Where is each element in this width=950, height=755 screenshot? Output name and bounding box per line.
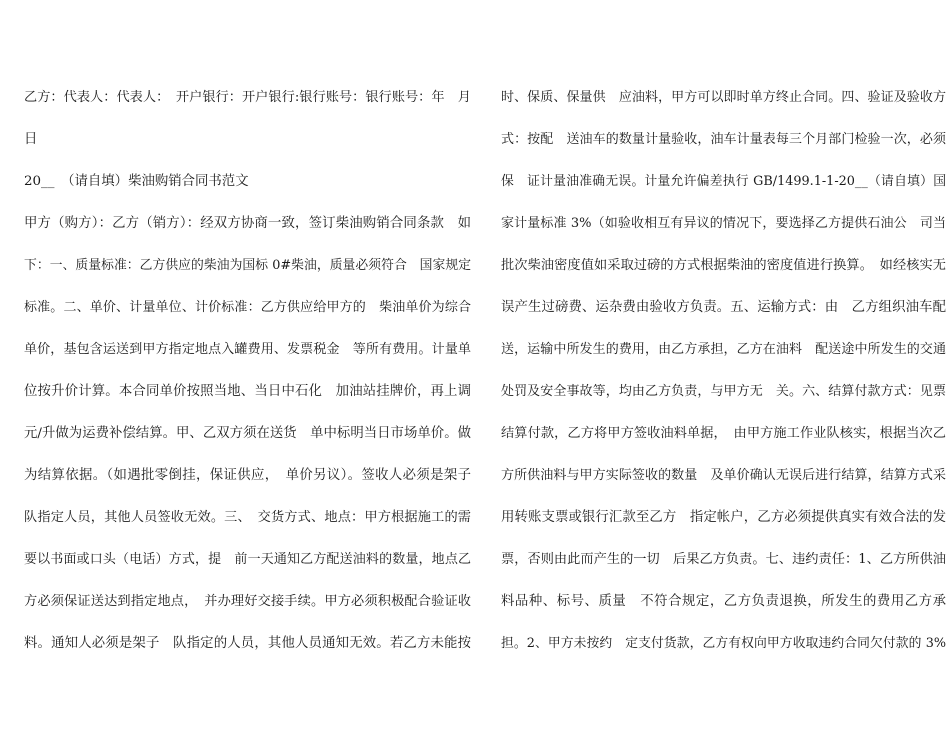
- text-line: 方必须保证送达到指定地点， 并办理好交接手续。甲方必须积极配合验证收: [24, 594, 471, 609]
- text-line: 用转账支票或银行汇款至乙方 指定帐户，乙方必须提供真实有效合法的发: [501, 510, 946, 525]
- text-line: 担。2、甲方未按约 定支付货款，乙方有权向甲方收取违约合同欠付款的 3%: [501, 636, 946, 651]
- text-line: 批次柴油密度值如采取过磅的方式根据柴油的密度值进行换算。 如经核实无: [501, 258, 946, 273]
- text-line: 甲方（购方）：乙方（销方）：经双方协商一致，签订柴油购销合同条款 如: [24, 216, 471, 231]
- text-line: 票，否则由此而产生的一切 后果乙方负责。七、违约责任：1、乙方所供油: [501, 552, 946, 567]
- text-line: 家计量标准 3%（如验收相互有异议的情况下，要选择乙方提供石油公 司当: [501, 216, 946, 231]
- text-line: 下：一、质量标准：乙方供应的柴油为国标 0#柴油，质量必须符合 国家规定: [24, 258, 471, 273]
- text-line: 日: [24, 132, 38, 147]
- text-line: 处罚及安全事故等，均由乙方负责，与甲方无 关。六、结算付款方式：见票: [501, 384, 946, 399]
- text-line: 送，运输中所发生的费用，由乙方承担，乙方在油料 配送途中所发生的交通: [501, 342, 946, 357]
- text-line: 要以书面或口头（电话）方式，提 前一天通知乙方配送油料的数量，地点乙: [24, 552, 471, 567]
- text-line: 误产生过磅费、运杂费由验收方负责。五、运输方式：由 乙方组织油车配: [501, 300, 946, 315]
- text-line: 为结算依据。（如遇批零倒挂，保证供应， 单价另议）。签收人必须是架子: [24, 468, 471, 483]
- text-line: 乙方：代表人：代表人： 开户银行：开户银行:银行账号：银行账号：年 月: [24, 90, 471, 105]
- text-line: 标准。二、单价、计量单位、计价标准：乙方供应给甲方的 柴油单价为综合: [24, 300, 471, 315]
- text-line: 时、保质、保量供 应油料，甲方可以即时单方终止合同。四、验证及验收方: [501, 90, 946, 105]
- text-line: 料品种、标号、质量 不符合规定，乙方负责退换，所发生的费用乙方承: [501, 594, 946, 609]
- text-line: 元/升做为运费补偿结算。甲、乙双方须在送货 单中标明当日市场单价。做: [24, 426, 471, 441]
- document-title: 20__ （请自填）柴油购销合同书范文: [24, 174, 249, 189]
- text-line: 保 证计量油准确无误。计量允许偏差执行 GB/1499.1-1-20__（请自填）国: [501, 174, 946, 189]
- text-line: 结算付款，乙方将甲方签收油料单据， 由甲方施工作业队核实，根据当次乙: [501, 426, 946, 441]
- text-line: 料。通知人必须是架子 队指定的人员，其他人员通知无效。若乙方未能按: [24, 636, 471, 651]
- text-line: 方所供油料与甲方实际签收的数量 及单价确认无误后进行结算，结算方式采: [501, 468, 946, 483]
- text-line: 队指定人员，其他人员签收无效。三、 交货方式、地点：甲方根据施工的需: [24, 510, 471, 525]
- text-line: 位按升价计算。本合同单价按照当地、当日中石化 加油站挂牌价，再上调: [24, 384, 471, 399]
- text-line: 式：按配 送油车的数量计量验收，油车计量表每三个月部门检验一次，必须: [501, 132, 946, 147]
- text-line: 单价，基包含运送到甲方指定地点入罐费用、发票税金 等所有费用。计量单: [24, 342, 471, 357]
